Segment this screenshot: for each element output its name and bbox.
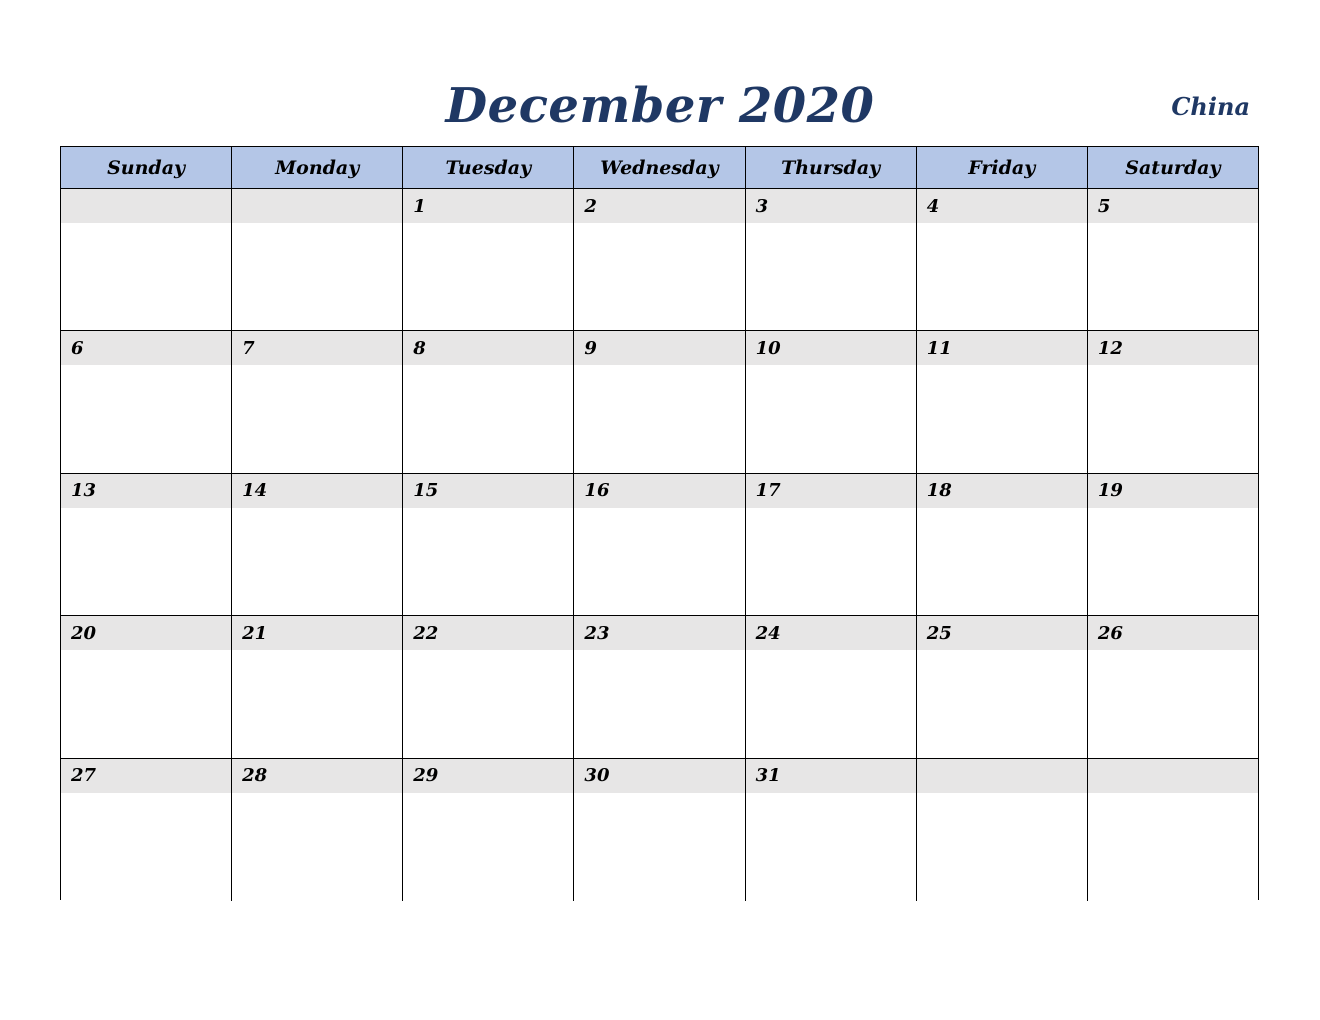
weekday-sunday: Sunday (61, 147, 232, 188)
day-number: 16 (574, 474, 744, 508)
day-number: 27 (61, 759, 231, 793)
day-cell (403, 189, 574, 330)
day-number: 30 (574, 759, 744, 793)
day-cell (574, 616, 745, 757)
day-cell (61, 189, 232, 330)
week-row-4 (61, 616, 1258, 758)
day-number (232, 189, 402, 223)
week-row-1 (61, 189, 1258, 331)
day-cell (746, 189, 917, 330)
day-cell (746, 759, 917, 901)
day-cell (403, 474, 574, 615)
day-number: 8 (403, 331, 573, 365)
day-cell (1088, 474, 1258, 615)
day-number: 14 (232, 474, 402, 508)
day-number: 18 (917, 474, 1087, 508)
day-cell (232, 331, 403, 472)
day-number: 10 (746, 331, 916, 365)
day-cell (232, 474, 403, 615)
calendar-title: December 2020 (445, 78, 875, 134)
day-number: 4 (917, 189, 1087, 223)
day-number: 5 (1088, 189, 1258, 223)
weekday-friday: Friday (917, 147, 1088, 188)
day-cell (61, 759, 232, 901)
day-cell (403, 331, 574, 472)
day-number: 31 (746, 759, 916, 793)
day-number: 25 (917, 616, 1087, 650)
day-number: 23 (574, 616, 744, 650)
calendar-grid (60, 146, 1259, 900)
day-number (917, 759, 1087, 793)
day-cell (574, 189, 745, 330)
day-number: 9 (574, 331, 744, 365)
day-cell (574, 759, 745, 901)
day-number (1088, 759, 1258, 793)
day-cell (232, 616, 403, 757)
week-row-5 (61, 759, 1258, 901)
day-cell (574, 331, 745, 472)
day-number: 6 (61, 331, 231, 365)
day-number: 22 (403, 616, 573, 650)
day-number: 19 (1088, 474, 1258, 508)
day-number: 2 (574, 189, 744, 223)
weekday-header-row (61, 147, 1258, 189)
day-number: 7 (232, 331, 402, 365)
day-cell (1088, 331, 1258, 472)
day-cell (232, 189, 403, 330)
weekday-wednesday: Wednesday (574, 147, 745, 188)
day-number: 11 (917, 331, 1087, 365)
day-cell (403, 759, 574, 901)
day-cell (61, 331, 232, 472)
day-cell (917, 331, 1088, 472)
day-number: 26 (1088, 616, 1258, 650)
day-cell (403, 616, 574, 757)
day-number: 3 (746, 189, 916, 223)
day-cell (917, 474, 1088, 615)
day-cell (917, 189, 1088, 330)
day-number: 20 (61, 616, 231, 650)
day-cell (917, 616, 1088, 757)
day-number (61, 189, 231, 223)
day-cell (574, 474, 745, 615)
day-number: 21 (232, 616, 402, 650)
week-row-3 (61, 474, 1258, 616)
day-cell (1088, 189, 1258, 330)
day-cell (746, 616, 917, 757)
weekday-saturday: Saturday (1125, 156, 1221, 179)
day-cell (1088, 616, 1258, 757)
day-number: 24 (746, 616, 916, 650)
country-label: China (1171, 92, 1250, 121)
day-cell (61, 616, 232, 757)
day-cell (1088, 759, 1258, 901)
day-number: 15 (403, 474, 573, 508)
weekday-monday: Monday (232, 147, 403, 188)
day-number: 17 (746, 474, 916, 508)
day-number: 13 (61, 474, 231, 508)
day-cell (746, 331, 917, 472)
day-cell (61, 474, 232, 615)
day-cell (232, 759, 403, 901)
day-number: 28 (232, 759, 402, 793)
week-row-2 (61, 331, 1258, 473)
day-cell (746, 474, 917, 615)
day-number: 12 (1088, 331, 1258, 365)
weekday-tuesday: Tuesday (403, 147, 574, 188)
weekday-thursday: Thursday (746, 147, 917, 188)
day-number: 29 (403, 759, 573, 793)
day-number: 1 (403, 189, 573, 223)
day-cell (917, 759, 1088, 901)
